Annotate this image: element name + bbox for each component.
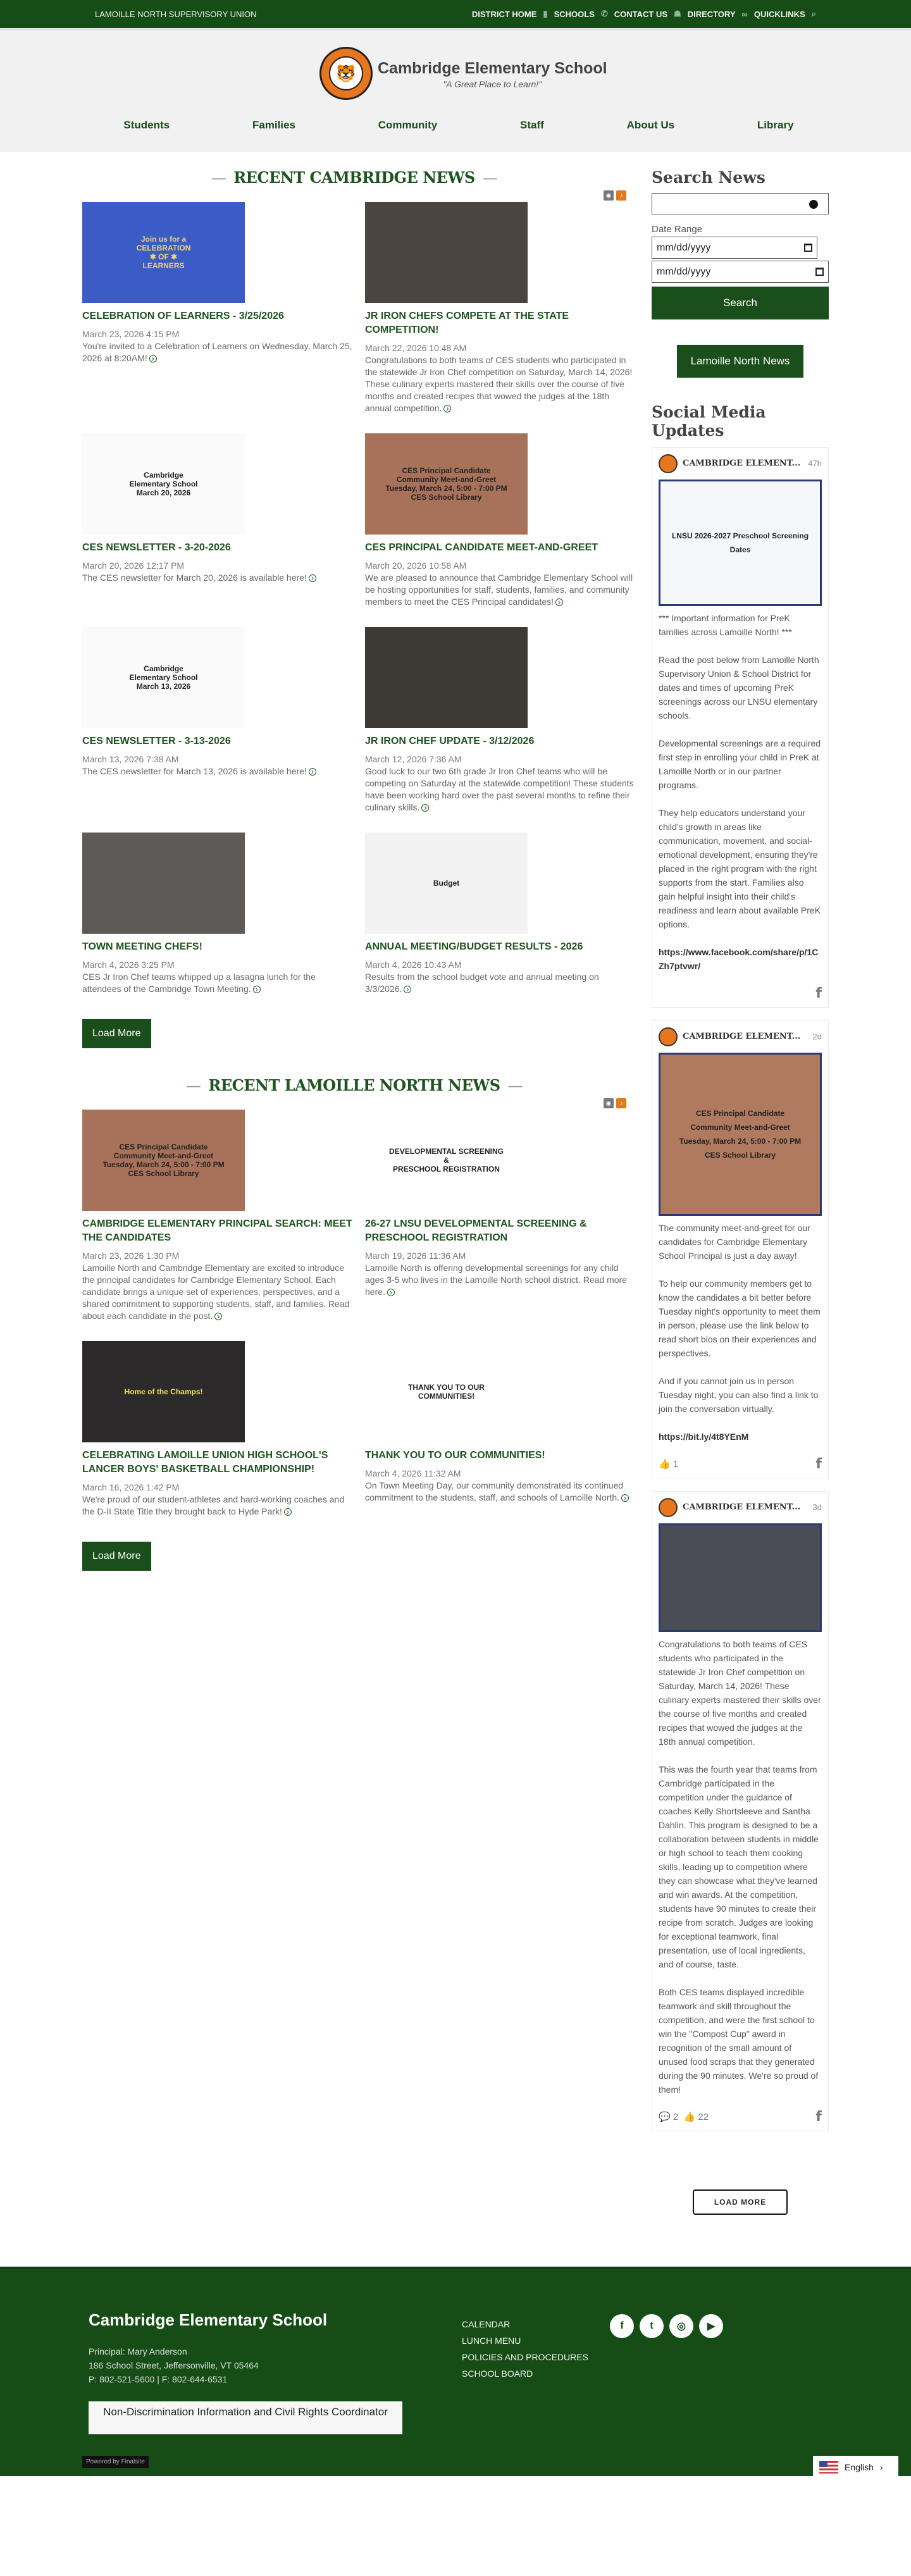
comments-icon: 💬 (659, 2112, 671, 2122)
news-date: March 4, 2026 10:43 AM (365, 960, 462, 970)
news-image[interactable]: Home of the Champs! (82, 1341, 245, 1442)
news-title-link[interactable]: CELEBRATING LAMOILLE UNION HIGH SCHOOL'S LANCER BOYS' BASKETBALL CHAMPIONSHIP! (82, 1450, 328, 1475)
news-card (365, 833, 637, 995)
news-image[interactable]: Budget (365, 833, 528, 934)
search-button[interactable]: Search (652, 287, 829, 319)
news-image[interactable]: Cambridge Elementary School March 20, 2026 (82, 433, 245, 535)
avatar (659, 1498, 678, 1517)
news-title-link[interactable]: CES PRINCIPAL CANDIDATE MEET-AND-GREET (365, 542, 598, 553)
news-summary: You're invited to a Celebration of Learners on Wednesday, March 25, 2026 at 8:20AM! › (82, 341, 352, 363)
news-title-link[interactable]: CELEBRATION OF LEARNERS - 3/25/2026 (82, 311, 284, 321)
post-paragraph: *** Important information for PreK families across Lamoille North! *** (659, 613, 792, 637)
non-discrimination-button[interactable]: Non-Discrimination Information and Civil Rights Coordinator (89, 2401, 402, 2434)
lamoille-news-grid (82, 1110, 626, 1518)
news-title-link[interactable]: TOWN MEETING CHEFS! (82, 941, 202, 952)
district-home-link[interactable]: DISTRICT HOME (471, 9, 537, 19)
news-summary: Lamoille North and Cambridge Elementary are excited to introduce the principal candidates for Cambridge Elementary School. Each candidate brings a unique set of experiences, perspectives, and a shared commitment to supporting students, staff, and families. Read about each candidate in the post. › (82, 1263, 350, 1321)
news-card (365, 1110, 637, 1322)
read-more-arrow-icon[interactable]: › (309, 574, 316, 582)
news-card (82, 433, 354, 608)
news-title-link[interactable]: JR IRON CHEFS COMPETE AT THE STATE COMPETITION! (365, 311, 569, 335)
lamoille-north-news-button[interactable]: Lamoille North News (677, 345, 803, 378)
footer-link-lunch-menu[interactable]: LUNCH MENU (462, 2336, 521, 2346)
footer-link-school-board[interactable]: SCHOOL BOARD (462, 2369, 533, 2379)
post-link[interactable]: https://www.facebook.com/share/p/1CZh7ptvwr/ (659, 947, 819, 971)
read-more-arrow-icon[interactable]: › (443, 405, 451, 412)
school-logo-link[interactable] (319, 47, 607, 100)
end-date-input[interactable]: mm/dd/yyyy (652, 261, 829, 283)
nav-community[interactable]: Community (378, 119, 438, 131)
post-paragraph: Developmental screenings are a required first step in enrolling your child in PreK at Lamoille North or in our partner programs. (659, 738, 821, 790)
news-title-link[interactable]: CES NEWSLETTER - 3-20-2026 (82, 542, 231, 553)
nav-students[interactable]: Students (123, 119, 170, 131)
news-card (82, 833, 354, 995)
quicklinks-link[interactable]: QUICKLINKS (753, 9, 805, 19)
wildcats-logo-icon: 🐯 (319, 47, 373, 100)
news-column (82, 152, 634, 2215)
read-more-arrow-icon[interactable]: › (253, 986, 261, 993)
post-author: CAMBRIDGE ELEMENT... (683, 1032, 801, 1041)
news-date: March 16, 2026 1:42 PM (82, 1482, 180, 1492)
news-summary: Results from the school budget vote and annual meeting on 3/3/2026. › (365, 972, 599, 994)
post-time: 47h (808, 459, 822, 468)
news-card (365, 627, 637, 814)
news-summary: We're proud of our student-athletes and hard-working coaches and the D-II State Title they brought back to Hyde Park! › (82, 1494, 345, 1516)
facebook-icon[interactable]: f (815, 1456, 822, 1472)
footer-link-policies[interactable]: POLICIES AND PROCEDURES (462, 2352, 588, 2362)
school-name: Cambridge Elementary School (378, 59, 607, 77)
read-more-arrow-icon[interactable]: › (387, 1289, 395, 1296)
nav-about-us[interactable]: About Us (626, 119, 675, 131)
people-icon: ☗ (674, 9, 681, 18)
twitter-icon[interactable]: t (640, 2314, 664, 2338)
post-author: CAMBRIDGE ELEMENT... (683, 459, 801, 468)
social-post[interactable]: CAMBRIDGE ELEMENT... 3d Congratulations to both teams of CES students who participated in the statewide Jr Iron Chef competition on Saturday, March 14, 2026! These culinary experts mastered their skills over the course of five months and created recipes that wowed the judges at the 18th annual competition. This was the fourth year that teams from Cambridge participated in the competition under the guidance of coaches Kelly Shortsleeve and Santha Dahlin. This program is designed to be a collaboration between students in middle or high school to teach them cooking skills, leading up to competition where they can showcase what they've learned and win awards. At the competition, students have 90 minutes to create their recipe from scratch. Judges are looking for exceptional teamwork, final presentation, use of local ingredients, and of course, taste. Both CES teams displayed incredible teamwork and skill throughout the competition, and were the first school to win the "Compost Cup" award in recognition of the small amount of unused food scraps that they generated during the 90 minutes. We're so proud of them! 💬 2 👍 22 f (652, 1491, 829, 2131)
post-image[interactable]: CES Principal Candidate Community Meet-and-Greet Tuesday, March 24, 5:00 - 7:00 PM CES School Library (659, 1053, 822, 1216)
lamoille-load-more-button[interactable]: Load More (82, 1542, 151, 1571)
search-news-heading: Search News (652, 168, 765, 187)
news-image[interactable]: CES Principal Candidate Community Meet-and-Greet Tuesday, March 24, 5:00 - 7:00 PM CES School Library (365, 433, 528, 535)
clear-icon[interactable] (809, 200, 818, 209)
contact-us-link[interactable]: CONTACT US (614, 9, 668, 19)
news-image[interactable]: Cambridge Elementary School March 13, 2026 (82, 627, 245, 728)
footer-social (610, 2314, 723, 2338)
rss-icon[interactable]: ◉ (604, 1098, 614, 1108)
post-paragraph: The community meet-and-greet for our candidates for Cambridge Elementary School Principal is just a day away! (659, 1223, 810, 1261)
news-summary: On Town Meeting Day, our community demonstrated its continued commitment to the students, staff, and schools of Lamoille North. › (365, 1480, 637, 1504)
building-icon: ▮ (543, 9, 548, 18)
us-flag-icon (819, 2461, 838, 2474)
news-date: March 23, 2026 4:15 PM (82, 329, 180, 339)
nav-staff[interactable]: Staff (520, 119, 544, 131)
sidebar (652, 152, 829, 2215)
read-more-arrow-icon[interactable]: › (309, 768, 316, 776)
main-nav (0, 119, 911, 132)
news-date: March 23, 2026 1:30 PM (82, 1251, 180, 1261)
cambridge-news-heading: — RECENT CAMBRIDGE NEWS — (211, 168, 498, 187)
school-tagline: "A Great Place to Learn!" (443, 79, 542, 89)
news-card (365, 202, 637, 414)
news-summary: Good luck to our two 6th grade Jr Iron Chef teams who will be competing on Saturday at the statewide competition! These students have been working hard over the past several months to refine their culinary skills. › (365, 766, 634, 812)
news-date: March 4, 2026 3:25 PM (82, 960, 175, 970)
site-header (0, 30, 911, 152)
post-paragraph: And if you cannot join us in person Tuesday night, you can also find a link to join the conversation virtually. (659, 1376, 819, 1414)
news-card (365, 433, 637, 608)
link-icon: ∞ (741, 9, 748, 19)
notification-bell-icon[interactable]: ♪ (616, 1098, 626, 1108)
post-paragraph: Both CES teams displayed incredible teamwork and skill throughout the competition, and were the first school to win the "Compost Cup" award in recognition of the small amount of unused food scraps that they generated during the 90 minutes. We're so proud of them! (659, 1987, 819, 2095)
news-image[interactable]: Join us for a CELEBRATION ✱ OF ✱ LEARNERS (82, 202, 245, 303)
news-summary: The CES newsletter for March 20, 2026 is available here! › (82, 572, 354, 584)
facebook-icon[interactable]: f (815, 2109, 822, 2125)
news-image[interactable] (365, 202, 528, 303)
post-paragraph: Congratulations to both teams of CES students who participated in the statewide Jr Iron Chef competition on Saturday, March 14, 2026! These culinary experts mastered their skills over the course of five months and created recipes that wowed the judges at the 18th annual competition. (659, 1639, 821, 1747)
news-title-link[interactable]: 26-27 LNSU DEVELOPMENTAL SCREENING & PRESCHOOL REGISTRATION (365, 1218, 587, 1243)
post-image[interactable] (659, 1523, 822, 1632)
post-paragraph: Read the post below from Lamoille North Supervisory Union & School District for dates and times of upcoming PreK screenings across our LNSU elementary schools. (659, 655, 819, 721)
news-summary: We are pleased to announce that Cambridge Elementary School will be hosting opportunities for staff, students, families, and community members to meet the CES Principal candidates! › (365, 573, 633, 607)
post-paragraph: This was the fourth year that teams from Cambridge participated in the competition under the guidance of coaches Kelly Shortsleeve and Santha Dahlin. This program is designed to be a collaboration between students in middle or high school to teach them cooking skills, leading up to competition where they can showcase what they've learned and win awards. At the competition, students have 90 minutes to create their recipe from scratch. Judges are looking for exceptional teamwork, final presentation, use of local ingredients, and of course, taste. (659, 1764, 819, 1969)
news-summary: CES Jr Iron Chef teams whipped up a lasagna lunch for the attendees of the Cambridge Town Meeting. › (82, 972, 316, 994)
news-date: March 20, 2026 10:58 AM (365, 560, 467, 571)
facebook-icon[interactable]: f (815, 986, 822, 1001)
directory-link[interactable]: DIRECTORY (687, 9, 736, 19)
read-more-arrow-icon[interactable]: › (404, 986, 411, 993)
news-image[interactable]: CES Principal Candidate Community Meet-and-Greet Tuesday, March 24, 5:00 - 7:00 PM CES School Library (82, 1110, 245, 1211)
news-summary: Congratulations to both teams of CES students who participated in the statewide Jr Iron Chef competition on Saturday, March 14, 2026! These culinary experts mastered their skills over the course of five months and created recipes that wowed the judges at the 18th annual competition. › (365, 355, 633, 413)
like-icon: 👍 (659, 1459, 671, 1470)
org-name[interactable]: LAMOILLE NORTH SUPERVISORY UNION (95, 9, 257, 19)
utility-links (472, 9, 816, 19)
phone-icon: ✆ (600, 9, 608, 18)
post-author: CAMBRIDGE ELEMENT... (683, 1502, 801, 1512)
news-title-link[interactable]: CES NEWSLETTER - 3-13-2026 (82, 736, 231, 746)
news-card (365, 1341, 637, 1518)
lamoille-news-heading: — RECENT LAMOILLE NORTH NEWS — (185, 1076, 523, 1094)
read-more-arrow-icon[interactable]: › (214, 1313, 222, 1320)
cambridge-news-grid (82, 202, 634, 995)
news-date: March 13, 2026 7:38 AM (82, 754, 179, 764)
facebook-icon[interactable]: f (610, 2314, 634, 2338)
news-card (82, 627, 354, 814)
news-title-link[interactable]: CAMBRIDGE ELEMENTARY PRINCIPAL SEARCH: MEET THE CANDIDATES (82, 1218, 352, 1243)
social-post[interactable]: CAMBRIDGE ELEMENT... 2d CES Principal Candidate Community Meet-and-Greet Tuesday, March 24, 5:00 - 7:00 PM CES School Library The community meet-and-greet for our candidates for Cambridge Elementary School Principal is just a day away! To help our community members get to know the candidates a bit better before Tuesday night's opportunity to meet them in person, please use the link below to read short bios on their experiences and perspectives. And if you cannot join us in person Tuesday night, you can also find a link to join the conversation virtually. https://bit.ly/4t8YEnM 👍 1 f (652, 1020, 829, 1478)
news-card (82, 1110, 354, 1322)
post-link[interactable]: https://bit.ly/4t8YEnM (659, 1432, 749, 1442)
social-media-heading: Social Media Updates (652, 403, 766, 440)
powered-by-finalsite[interactable]: Powered by Finalsite (82, 2456, 149, 2468)
avatar (659, 1027, 678, 1046)
language-selector[interactable]: English › (813, 2456, 898, 2479)
news-date: March 12, 2026 7:36 AM (365, 754, 462, 764)
calendar-icon[interactable] (815, 268, 824, 276)
read-more-arrow-icon[interactable]: › (421, 804, 429, 812)
news-date: March 20, 2026 12:17 PM (82, 560, 185, 571)
social-load-more-button[interactable]: LOAD MORE (693, 2189, 788, 2215)
schools-link[interactable]: SCHOOLS (554, 9, 595, 19)
read-more-arrow-icon[interactable]: › (284, 1508, 292, 1516)
chevron-right-icon: › (879, 2462, 883, 2472)
news-title-link[interactable]: THANK YOU TO OUR COMMUNITIES! (365, 1450, 545, 1461)
footer-school-name: Cambridge Elementary School (89, 2310, 328, 2329)
news-card (82, 1341, 354, 1518)
news-title-link[interactable]: JR IRON CHEF UPDATE - 3/12/2026 (365, 736, 535, 746)
news-summary: Lamoille North is offering developmental screenings for any child ages 3-5 who lives in the Lamoille North school district. Read more here. › (365, 1263, 627, 1297)
read-more-arrow-icon[interactable]: › (555, 598, 563, 606)
notification-bell-icon[interactable]: ♪ (616, 190, 626, 201)
footer-link-calendar[interactable]: CALENDAR (462, 2319, 511, 2329)
news-date: March 19, 2026 11:36 AM (365, 1251, 466, 1261)
news-summary: The CES newsletter for March 13, 2026 is available here! › (82, 765, 354, 777)
footer-contact-info: Principal: Mary Anderson 186 School Street, Jeffersonville, VT 05464 P: 802-521-5600 | F: 802-644-6531 (89, 2346, 259, 2384)
news-card (82, 202, 354, 414)
post-time: 3d (812, 1502, 822, 1512)
youtube-icon[interactable]: ▶ (699, 2314, 723, 2338)
news-image[interactable] (365, 627, 528, 728)
instagram-icon[interactable]: ◎ (669, 2314, 693, 2338)
post-paragraph: To help our community members get to know the candidates a bit better before Tuesday night's opportunity to meet them in person, please use the link below to read short bios on their experiences and perspectives. (659, 1279, 821, 1358)
site-footer (0, 2267, 911, 2476)
cambridge-load-more-button[interactable]: Load More (82, 1019, 151, 1048)
social-post[interactable] (652, 447, 829, 1008)
news-date: March 22, 2026 10:48 AM (365, 343, 467, 353)
read-more-arrow-icon[interactable]: › (149, 355, 157, 362)
search-news-input[interactable] (652, 193, 829, 214)
social-feed (652, 447, 829, 2131)
footer-links (462, 2316, 588, 2382)
news-title-link[interactable]: ANNUAL MEETING/BUDGET RESULTS - 2026 (365, 941, 583, 952)
date-range-label: Date Range (652, 224, 703, 235)
rss-icon[interactable]: ◉ (604, 190, 614, 201)
post-image[interactable]: LNSU 2026-2027 Preschool Screening Dates (659, 480, 822, 606)
like-icon: 👍 (683, 2112, 696, 2122)
read-more-arrow-icon[interactable]: › (621, 1494, 629, 1502)
utility-bar (0, 0, 911, 30)
calendar-icon[interactable] (804, 244, 812, 252)
news-image[interactable]: DEVELOPMENTAL SCREENING & PRESCHOOL REGISTRATION (365, 1110, 528, 1211)
avatar (659, 454, 678, 473)
news-image[interactable] (82, 833, 245, 934)
start-date-input[interactable]: mm/dd/yyyy (652, 237, 817, 259)
news-image[interactable]: THANK YOU TO OUR COMMUNITIES! (365, 1341, 528, 1442)
post-time: 2d (812, 1032, 822, 1041)
nav-families[interactable]: Families (252, 119, 295, 131)
search-icon[interactable]: ⌕ (811, 9, 816, 18)
nav-library[interactable]: Library (757, 119, 794, 131)
news-date: March 4, 2026 11:32 AM (365, 1468, 461, 1478)
post-paragraph: They help educators understand your child's growth in areas like communication, movement, and social-emotional development, ensuring they're placed in the right program with the right supports from the start. Families also gain helpful insight into their child's readiness and learn about available PreK options. (659, 808, 821, 929)
